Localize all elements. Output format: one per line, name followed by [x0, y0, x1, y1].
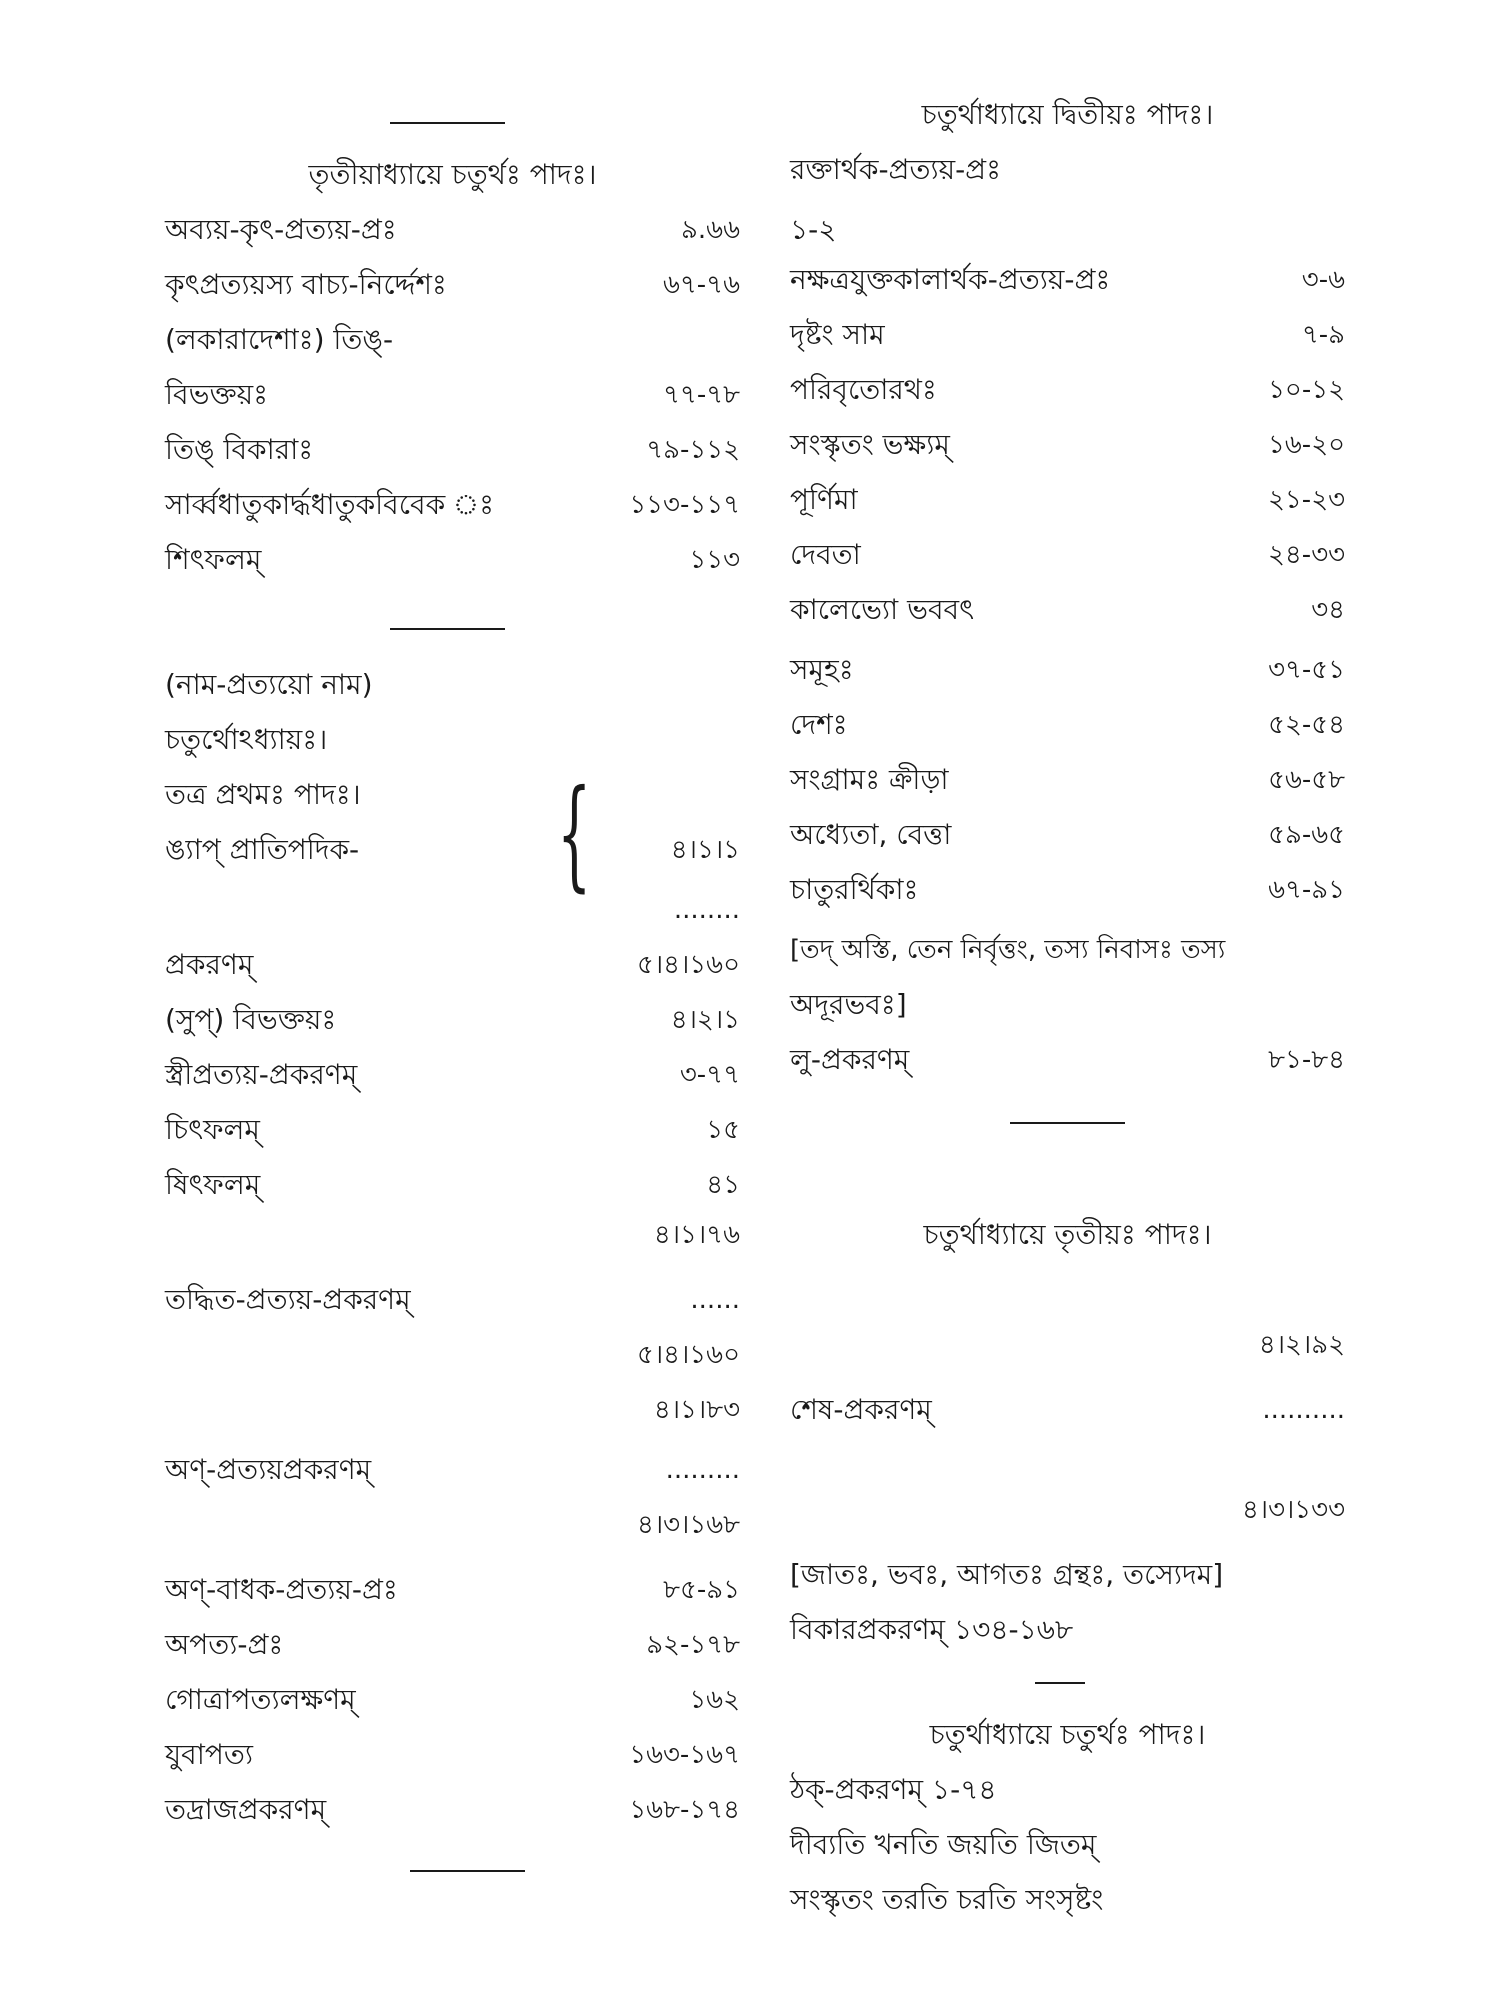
- entry-label: (সুপ্) বিভক্তয়ঃ: [165, 1003, 337, 1036]
- entry-value: ..........: [1262, 1395, 1345, 1425]
- index-entry: [165, 665, 740, 705]
- index-entry: [165, 485, 740, 525]
- entry-value: ৫৯-৬৫: [1268, 820, 1345, 850]
- section-header-text: তৃতীয়াধ্যায়ে চতুর্থঃ পাদঃ।: [308, 158, 597, 191]
- section-header: [790, 1715, 1345, 1755]
- index-entry: [165, 890, 740, 930]
- entry-value: ৫।৪।১৬০: [636, 1340, 740, 1370]
- entry-label: দীব্যতি খনতি জয়তি জিতম্: [790, 1828, 1097, 1861]
- entry-value: ৪।১।৮৩: [653, 1395, 740, 1425]
- entry-label: ষিৎফলম্: [165, 1168, 261, 1201]
- section-divider: [390, 122, 505, 124]
- entry-label: গোত্রাপত্যলক্ষণম্: [165, 1683, 356, 1716]
- index-entry: [165, 1280, 740, 1320]
- entry-value: ৬৭-৭৬: [662, 270, 740, 300]
- entry-label: অণ্-বাধক-প্রত্যয়-প্রঃ: [165, 1573, 398, 1606]
- entry-label: চিৎফলম্: [165, 1113, 260, 1146]
- entry-value: ১৬৮-১৭৪: [629, 1795, 740, 1825]
- index-entry: [165, 1335, 740, 1375]
- entry-label: ঠক্-প্রকরণম্ ১-৭৪: [790, 1773, 997, 1806]
- index-entry: [790, 425, 1345, 465]
- entry-value: ........: [673, 895, 740, 925]
- index-entry: [790, 815, 1345, 855]
- index-entry: [165, 945, 740, 985]
- entry-label: তত্র প্রথমঃ পাদঃ।: [165, 778, 361, 811]
- index-entry: [165, 430, 740, 470]
- entry-label: যুবাপত্য: [165, 1738, 253, 1771]
- index-entry: [790, 1555, 1345, 1595]
- entry-label: অদূরভবঃ]: [790, 988, 907, 1021]
- entry-value: ৩৪: [1311, 595, 1345, 625]
- entry-value: ৪।৩।১৩৩: [1241, 1495, 1345, 1525]
- entry-label: রক্তার্থক-প্রত্যয়-প্রঃ: [790, 153, 1001, 186]
- index-entry: [790, 760, 1345, 800]
- index-entry: [165, 775, 740, 815]
- index-entry: [165, 210, 740, 250]
- entry-label: স্ত্রীপ্রত্যয়-প্রকরণম্: [165, 1058, 358, 1091]
- curly-brace: {: [557, 765, 592, 904]
- index-entry: [790, 1880, 1345, 1920]
- entry-label: কালেভ্যো ভববৎ: [790, 593, 975, 626]
- index-entry: [790, 150, 1345, 190]
- entry-label: পরিবৃতোরথঃ: [790, 373, 937, 406]
- index-entry: [165, 1505, 740, 1545]
- entry-value: ৮১-৮৪: [1268, 1045, 1345, 1075]
- index-entry: [790, 930, 1345, 970]
- index-entry: [790, 1770, 1345, 1810]
- entry-value: ৩-৬: [1301, 265, 1345, 295]
- index-entry: [165, 265, 740, 305]
- entry-label: তদ্রাজপ্রকরণম্: [165, 1793, 327, 1826]
- index-entry: [790, 315, 1345, 355]
- index-entry: [790, 870, 1345, 910]
- entry-label: [জাতঃ, ভবঃ, আগতঃ গ্রন্থঃ, তস্যেদম]: [790, 1558, 1224, 1591]
- entry-value: ১৬৩-১৬৭: [629, 1740, 740, 1770]
- entry-value: ১৬-২০: [1268, 430, 1345, 460]
- entry-label: অধ্যেতা, বেত্তা: [790, 818, 952, 851]
- index-entry: [790, 210, 1345, 250]
- entry-value: ৪।১।১: [670, 835, 740, 865]
- entry-label: (নাম-প্রত্যয়ো নাম): [165, 668, 373, 701]
- entry-value: ৩-৭৭: [679, 1060, 740, 1090]
- section-divider: [390, 628, 505, 630]
- entry-label: পূর্ণিমা: [790, 483, 858, 516]
- index-entry: [790, 1390, 1345, 1430]
- entry-value: ৯২-১৭৮: [646, 1630, 740, 1660]
- index-entry: [165, 1110, 740, 1150]
- index-entry: [165, 540, 740, 580]
- entry-value: ৪।২।৯২: [1258, 1330, 1345, 1360]
- index-entry: [165, 1625, 740, 1665]
- section-header-text: চতুর্থাধ্যায়ে চতুর্থঃ পাদঃ।: [929, 1718, 1206, 1751]
- entry-label: চাতুরর্থিকাঃ: [790, 873, 919, 906]
- entry-label: অণ্-প্রত্যয়প্রকরণম্: [165, 1453, 372, 1486]
- entry-value: ......: [690, 1285, 740, 1315]
- entry-label: দৃষ্টং সাম: [790, 318, 885, 351]
- entry-label: শেষ-প্রকরণম্: [790, 1393, 932, 1426]
- entry-value: ৭৯-১১২: [646, 435, 740, 465]
- entry-value: ৬৭-৯১: [1268, 875, 1345, 905]
- entry-label: দেবতা: [790, 538, 861, 571]
- entry-label: সমূহঃ: [790, 653, 854, 686]
- entry-label: সার্ব্বধাতুকার্দ্ধধাতুকবিবেক ঃ: [165, 488, 495, 521]
- index-entry: [165, 1790, 740, 1830]
- entry-value: ৪১: [706, 1170, 740, 1200]
- index-entry: [790, 1825, 1345, 1865]
- entry-value: ৪।২।১: [670, 1005, 740, 1035]
- index-entry: [790, 650, 1345, 690]
- entry-value: ৫২-৫৪: [1268, 710, 1345, 740]
- section-divider: [410, 1870, 525, 1872]
- section-header-text: চতুর্থাধ্যায়ে তৃতীয়ঃ পাদঃ।: [923, 1218, 1212, 1251]
- section-header: [790, 1215, 1345, 1255]
- entry-label: সংস্কৃতং ভক্ষ্যম্: [790, 428, 950, 461]
- index-entry: [165, 720, 740, 760]
- index-entry: [790, 985, 1345, 1025]
- entry-value: ৫।৪।১৬০: [636, 950, 740, 980]
- index-entry: [165, 830, 740, 870]
- index-entry: [790, 1490, 1345, 1530]
- entry-value: .........: [665, 1455, 740, 1485]
- entry-value: ৪।৩।১৬৮: [636, 1510, 740, 1540]
- index-entry: [165, 1055, 740, 1095]
- entry-label: দেশঃ: [790, 708, 848, 741]
- entry-value: ১৬২: [689, 1685, 740, 1715]
- index-entry: [790, 370, 1345, 410]
- entry-label: কৃৎপ্রত্যয়স্য বাচ্য-নির্দ্দেশঃ: [165, 268, 447, 301]
- entry-label: [তদ্ অস্তি, তেন নির্বৃত্তং, তস্য নিবাসঃ তস্য: [790, 935, 1226, 965]
- entry-label: অব্যয়-কৃৎ-প্রত্যয়-প্রঃ: [165, 213, 397, 246]
- entry-value: ৫৬-৫৮: [1268, 765, 1345, 795]
- entry-value: ১১৩-১১৭: [629, 490, 740, 520]
- entry-value: ১৫: [706, 1115, 740, 1145]
- entry-label: তিঙ্ বিকারাঃ: [165, 433, 314, 466]
- index-entry: [165, 1680, 740, 1720]
- entry-label: ১-২: [790, 213, 837, 246]
- index-entry: [790, 535, 1345, 575]
- entry-value: ৯.৬৬: [681, 215, 740, 245]
- entry-value: ১০-১২: [1268, 375, 1345, 405]
- entry-value: ৭৭-৭৮: [663, 380, 740, 410]
- entry-value: ২১-২৩: [1268, 485, 1345, 515]
- entry-label: (লকারাদেশাঃ) তিঙ্-: [165, 323, 394, 356]
- section-header: [790, 95, 1345, 135]
- index-entry: [165, 1570, 740, 1610]
- index-entry: [165, 1165, 740, 1205]
- entry-label: নক্ষত্রযুক্তকালার্থক-প্রত্যয়-প্রঃ: [790, 263, 1111, 296]
- entry-label: চতুর্থোঽধ্যায়ঃ।: [165, 723, 328, 756]
- index-entry: [165, 1215, 740, 1255]
- section-header-text: চতুর্থাধ্যায়ে দ্বিতীয়ঃ পাদঃ।: [921, 98, 1214, 131]
- entry-label: সংগ্রামঃ ক্রীড়া: [790, 763, 949, 796]
- entry-label: লু-প্রকরণম্: [790, 1043, 910, 1076]
- entry-value: ২৪-৩৩: [1268, 540, 1345, 570]
- index-entry: [790, 1610, 1345, 1650]
- index-entry: [165, 375, 740, 415]
- section-divider: [1035, 1682, 1085, 1684]
- entry-value: ১১৩: [689, 545, 740, 575]
- index-entry: [165, 1735, 740, 1775]
- index-entry: [790, 260, 1345, 300]
- index-entry: [165, 1450, 740, 1490]
- entry-label: বিভক্তয়ঃ: [165, 378, 269, 411]
- entry-value: ৪।১।৭৬: [653, 1220, 740, 1250]
- entry-label: বিকারপ্রকরণম্ ১৩৪-১৬৮: [790, 1613, 1074, 1646]
- section-divider: [1010, 1122, 1125, 1124]
- entry-value: ৭-৯: [1301, 320, 1345, 350]
- entry-value: ৮৫-৯১: [663, 1575, 740, 1605]
- index-entry: [790, 1325, 1345, 1365]
- index-entry: [165, 1390, 740, 1430]
- entry-label: অপত্য-প্রঃ: [165, 1628, 284, 1661]
- entry-label: প্রকরণম্: [165, 948, 254, 981]
- index-entry: [790, 705, 1345, 745]
- index-entry: [165, 1000, 740, 1040]
- entry-label: সংস্কৃতং তরতি চরতি সংসৃষ্টং: [790, 1883, 1104, 1916]
- index-entry: [790, 1040, 1345, 1080]
- index-entry: [165, 320, 740, 360]
- index-entry: [790, 480, 1345, 520]
- index-entry: [790, 590, 1345, 630]
- entry-label: ঙ্যাপ্ প্রাতিপদিক-: [165, 833, 360, 866]
- section-header: [165, 155, 740, 195]
- entry-label: শিৎফলম্: [165, 543, 262, 576]
- entry-label: তদ্ধিত-প্রত্যয়-প্রকরণম্: [165, 1283, 411, 1316]
- entry-value: ৩৭-৫১: [1268, 655, 1345, 685]
